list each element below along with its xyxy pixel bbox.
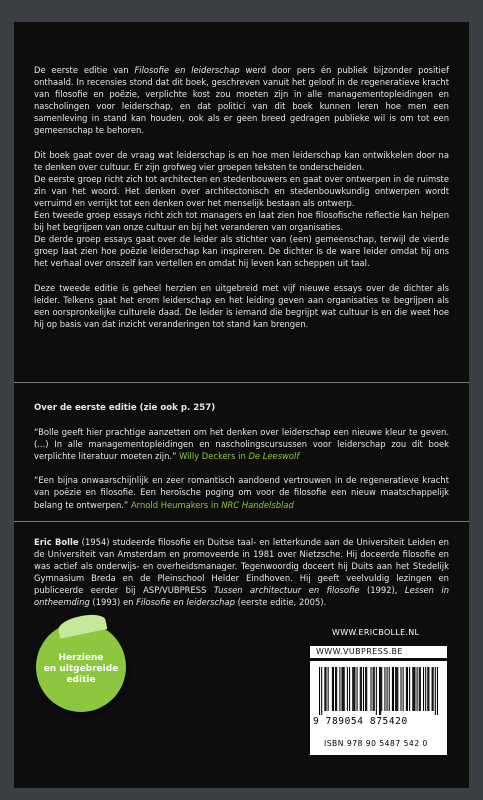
review-quote-1: “Bolle geeft hier prachtige aanzetten om het denken over leiderschap een nieuwe kleur te geven. (...) In alle managementopleidingen en nascholingscursussen voor leiderschap zou dit boek verplichte literatuur moeten zijn.” Willy Deckers in De Leeswolf: [34, 427, 449, 462]
barcode-bar: [333, 667, 334, 711]
review-attribution-1: Willy Deckers in De Leeswolf: [179, 451, 300, 462]
barcode-bar: [433, 667, 434, 711]
barcode-bar: [403, 667, 404, 711]
barcode-bar: [406, 667, 407, 711]
barcode-bar: [393, 667, 394, 711]
barcode-bar: [427, 667, 428, 711]
barcode-bar: [328, 667, 329, 711]
barcode-bar: [432, 667, 433, 711]
barcode-bar: [370, 667, 371, 711]
barcode-bar: [412, 667, 413, 711]
intro-paragraph-5: De derde groep essays gaat over de leider als stichter van (een) gemeenschap, terwijl de vierde groep laat zien hoe poëzie leiderschap kan inspireren. De dichter is de ware leider omdat hij ons het verhaal over onszelf kan vertellen en omdat hij leven kan scheppen uit taal.: [34, 234, 449, 269]
barcode-bar: [324, 667, 325, 711]
reviews-heading: Over de eerste editie (zie ook p. 257): [34, 403, 216, 413]
barcode-bar: [353, 667, 354, 711]
publisher-website: WWW.VUBPRESS.BE: [310, 646, 447, 658]
book-title: Filosofie en leiderschap: [134, 65, 240, 75]
barcode-bar: [413, 667, 414, 711]
divider: [14, 382, 469, 383]
barcode-bar: [417, 667, 418, 711]
intro-paragraph-4: Een tweede groep essays richt zich tot managers en laat zien hoe filosofische reflectie kan helpen bij het begrijpen van onze cultuur en bij het veranderen van organisaties.: [34, 210, 449, 233]
barcode-bar: [336, 667, 337, 711]
barcode-bar: [400, 667, 401, 711]
review-attribution-2: Arnold Heumakers in NRC Handelsblad: [130, 499, 294, 510]
barcode-bar: [365, 667, 366, 711]
barcode-bar: [409, 667, 410, 711]
barcode-bar: [321, 667, 322, 715]
barcode: [310, 661, 447, 755]
barcode-bar: [397, 667, 398, 711]
author-website: WWW.ERICBOLLE.NL: [332, 628, 420, 637]
intro-text: [34, 64, 449, 330]
barcode-bar: [414, 667, 415, 711]
barcode-bar: [349, 667, 350, 711]
isbn: ISBN 978 90 5487 542 0: [324, 739, 428, 748]
barcode-bar: [332, 667, 333, 711]
barcode-bar: [407, 667, 408, 711]
barcode-bar: [335, 667, 336, 711]
barcode-bar: [381, 667, 382, 711]
barcode-bars: [319, 667, 438, 715]
barcode-bar: [395, 667, 396, 711]
barcode-bar: [344, 667, 345, 711]
intro-paragraph-6: Deze tweede editie is geheel herzien en uitgebreid met vijf nieuwe essays over de dichter als leider. Telkens gaat het erom leiderschap en het leiding geven aan organisaties te begrijpen als een oorspronkelijke culturele daad. De leider is iemand die begrijpt wat cultuur is en die weet hoe hij op basis van dat inzicht veranderingen tot stand kan brengen.: [34, 282, 449, 329]
barcode-bar: [389, 667, 390, 711]
intro-paragraph-1: De eerste editie van Filosofie en leiderschap werd door pers én publiek bijzonder positief onthaald. In recensies stond dat dit boek, geschreven vanuit het geloof in de regeneratieve kracht van filosofie en poëzie, verplichte kost zou moeten zijn in alle managementopleidingen en nascholingen voor leiderschap, en dat politici van dit boek kunnen leren hoe men een samenleving in stand kan houden, ook als er geen breed gedragen publieke wil is om tot een gemeenschap te behoren.: [34, 65, 449, 136]
barcode-bar: [354, 667, 355, 711]
barcode-bar: [396, 667, 397, 711]
barcode-bar: [392, 667, 393, 711]
barcode-bar: [376, 667, 377, 715]
barcode-bar: [387, 667, 388, 711]
barcode-bar: [425, 667, 426, 711]
barcode-bar: [360, 667, 361, 711]
barcode-bar: [361, 667, 362, 711]
barcode-bar: [380, 667, 381, 715]
divider: [14, 521, 469, 522]
barcode-number: 9 789054 875420: [313, 716, 408, 727]
review-quote-2: “Een bijna onwaarschijnlijk en zeer romantisch aandoend vertrouwen in de regeneratieve kracht van poëzie en filosofie. Een heroïsche poging om voor de filosofie een nieuw maatschappelijk belang te ontwerpen.” Arnold Heumakers in NRC Handelsblad: [34, 475, 449, 510]
author-bio: Eric Bolle (1954) studeerde filosofie en Duitse taal- en letterkunde aan de Universiteit Leiden en de Universiteit van Amsterdam en promoveerde in 1981 over Nietzsche. Hij doceerde filosofie en was actief als onderwijs- en overheidsmanager. Tegenwoordig doceert hij Duits aan het Stedelijk Gymnasium Breda en de Pleinschool Helder Eindhoven. Hij geeft veelvuldig lezingen en publiceerde eerder bij ASP/VUBPRESS Tussen architectuur en filosofie (1992), Lessen in ontheemding (1993) en Filosofie en leiderschap (eerste editie, 2005).: [34, 537, 450, 608]
author-name: Eric Bolle: [34, 537, 79, 547]
barcode-bar: [423, 667, 424, 711]
intro-paragraph-2: Dit boek gaat over de vraag wat leiderschap is en hoe men leiderschap kan ontwikkelen door na te denken over cultuur. Er zijn grofweg vier groepen teksten te onderscheiden.: [34, 149, 449, 172]
barcode-bar: [363, 667, 364, 711]
barcode-bar: [379, 667, 380, 715]
barcode-bar: [420, 667, 421, 711]
intro-paragraph-3: De eerste groep richt zich tot architecten en stedenbouwers en gaat over ontwerpen in de ruimste zin van het woord. Het denken over architectonisch en stedenbouwkundig ontwerpen wordt verruimd en verrijkt tot een denken over het menselijk bestaan als ontwerp.: [34, 173, 449, 208]
barcode-bar: [373, 667, 374, 711]
barcode-bar: [384, 667, 385, 711]
barcode-bar: [343, 667, 344, 711]
barcode-bar: [437, 667, 438, 715]
barcode-bar: [319, 667, 320, 715]
barcode-bar: [352, 667, 353, 711]
barcode-bar: [366, 667, 367, 711]
barcode-bar: [342, 667, 343, 711]
reviews-section: [34, 402, 449, 511]
barcode-bar: [357, 667, 358, 711]
edition-sticker: Herziene en uitgebreide editie: [36, 622, 126, 712]
barcode-bar: [325, 667, 326, 711]
barcode-bar: [419, 667, 420, 711]
barcode-bar: [339, 667, 340, 711]
barcode-bar: [435, 667, 436, 715]
barcode-bar: [428, 667, 429, 711]
barcode-bar: [374, 667, 375, 711]
barcode-bar: [347, 667, 348, 711]
